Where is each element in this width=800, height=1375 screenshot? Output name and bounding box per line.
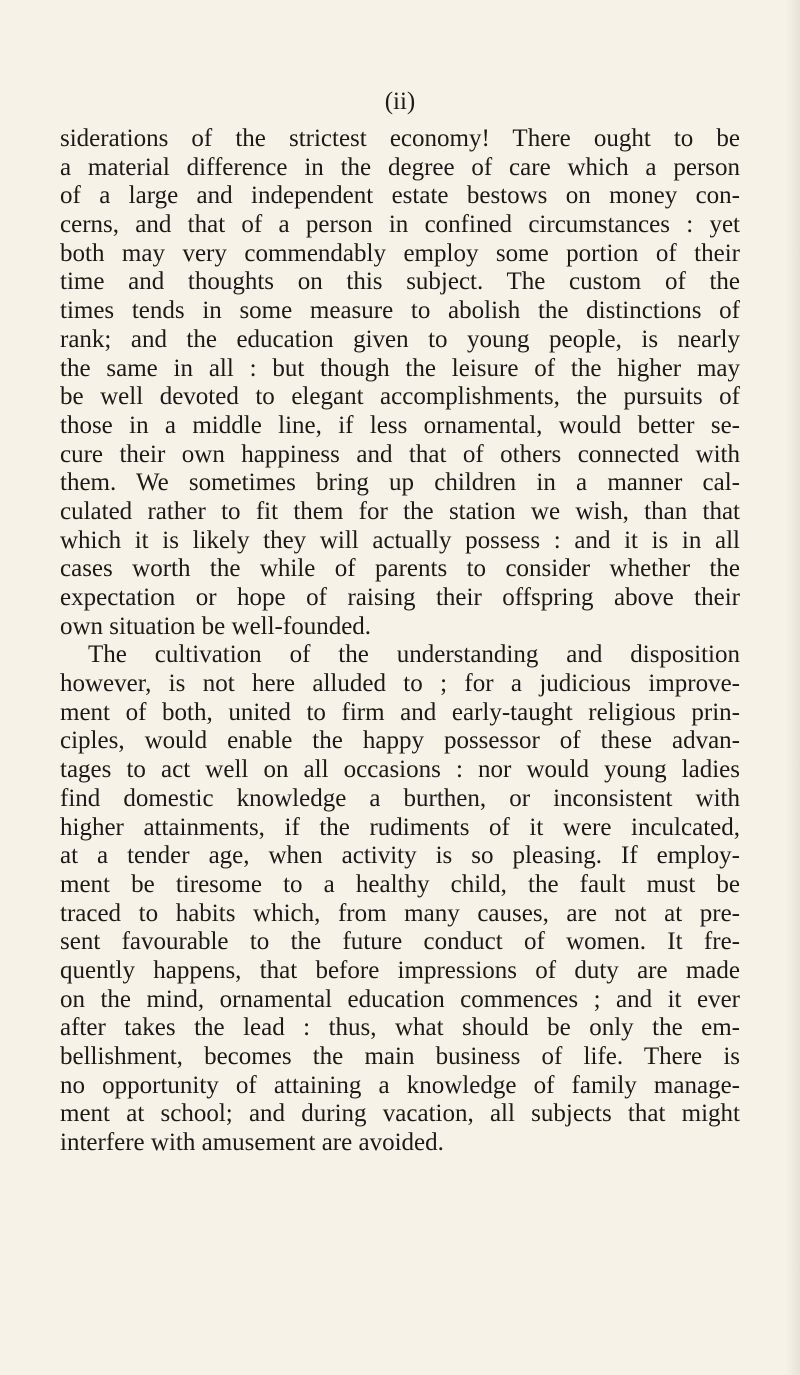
text-line: a material difference in the degree of care which a person xyxy=(60,153,740,181)
paragraph-start-line: The cultivation of the understanding and disposition xyxy=(88,641,740,669)
text-line: cerns, and that of a person in confined circumstances : yet xyxy=(60,211,740,239)
text-line: on the mind, ornamental education commences ; and it ever xyxy=(60,985,740,1013)
paragraph-end-line: interfere with amusement are avoided. xyxy=(60,1129,444,1157)
text-line: quently happens, that before impressions of duty are made xyxy=(60,956,740,984)
text-line: time and thoughts on this subject. The custom of the xyxy=(60,268,740,296)
text-line: sent favourable to the future conduct of women. It fre- xyxy=(60,928,740,956)
paragraph-end-line: own situation be well-founded. xyxy=(60,612,372,640)
text-line: traced to habits which, from many causes, are not at pre- xyxy=(60,899,740,927)
text-line: be well devoted to elegant accomplishments, the pursuits of xyxy=(60,383,740,411)
text-line: rank; and the education given to young people, is nearly xyxy=(60,325,740,353)
text-line: higher attainments, if the rudiments of it were inculcated, xyxy=(60,813,740,841)
text-line: cases worth the while of parents to consider whether the xyxy=(60,555,740,583)
text-line: ciples, would enable the happy possessor of these advan- xyxy=(60,727,740,755)
text-line: cure their own happiness and that of others connected with xyxy=(60,440,740,468)
text-line: no opportunity of attaining a knowledge of family manage- xyxy=(60,1071,740,1099)
text-line: siderations of the strictest economy! There ought to be xyxy=(60,125,740,152)
text-line: them. We sometimes bring up children in a manner cal- xyxy=(60,469,740,497)
text-line: the same in all : but though the leisure of the higher may xyxy=(60,354,740,382)
text-line: which it is likely they will actually possess : and it is in all xyxy=(60,526,740,554)
text-line: ment of both, united to firm and early-taught religious prin- xyxy=(60,698,740,726)
text-line: culated rather to fit them for the station we wish, than that xyxy=(60,497,740,525)
text-line: ment at school; and during vacation, all subjects that might xyxy=(60,1100,740,1128)
text-line: of a large and independent estate bestows on money con- xyxy=(60,182,740,210)
page-edge-shadow xyxy=(786,0,800,1375)
text-line: however, is not here alluded to ; for a judicious improve- xyxy=(60,670,740,698)
body-text xyxy=(60,125,740,1158)
text-line: expectation or hope of raising their offspring above their xyxy=(60,584,740,611)
text-line: find domestic knowledge a burthen, or inconsistent with xyxy=(60,784,740,812)
text-line: times tends in some measure to abolish the distinctions of xyxy=(60,297,740,325)
text-line: ment be tiresome to a healthy child, the fault must be xyxy=(60,870,740,898)
text-line: bellishment, becomes the main business of life. There is xyxy=(60,1043,740,1070)
text-line: after takes the lead : thus, what should be only the em- xyxy=(60,1014,740,1042)
text-line: both may very commendably employ some portion of their xyxy=(60,239,740,267)
text-line: those in a middle line, if less ornamental, would better se- xyxy=(60,411,740,439)
page-number: (ii) xyxy=(384,88,416,115)
text-line: tages to act well on all occasions : nor would young ladies xyxy=(60,756,740,784)
text-line: at a tender age, when activity is so pleasing. If employ- xyxy=(60,842,740,870)
